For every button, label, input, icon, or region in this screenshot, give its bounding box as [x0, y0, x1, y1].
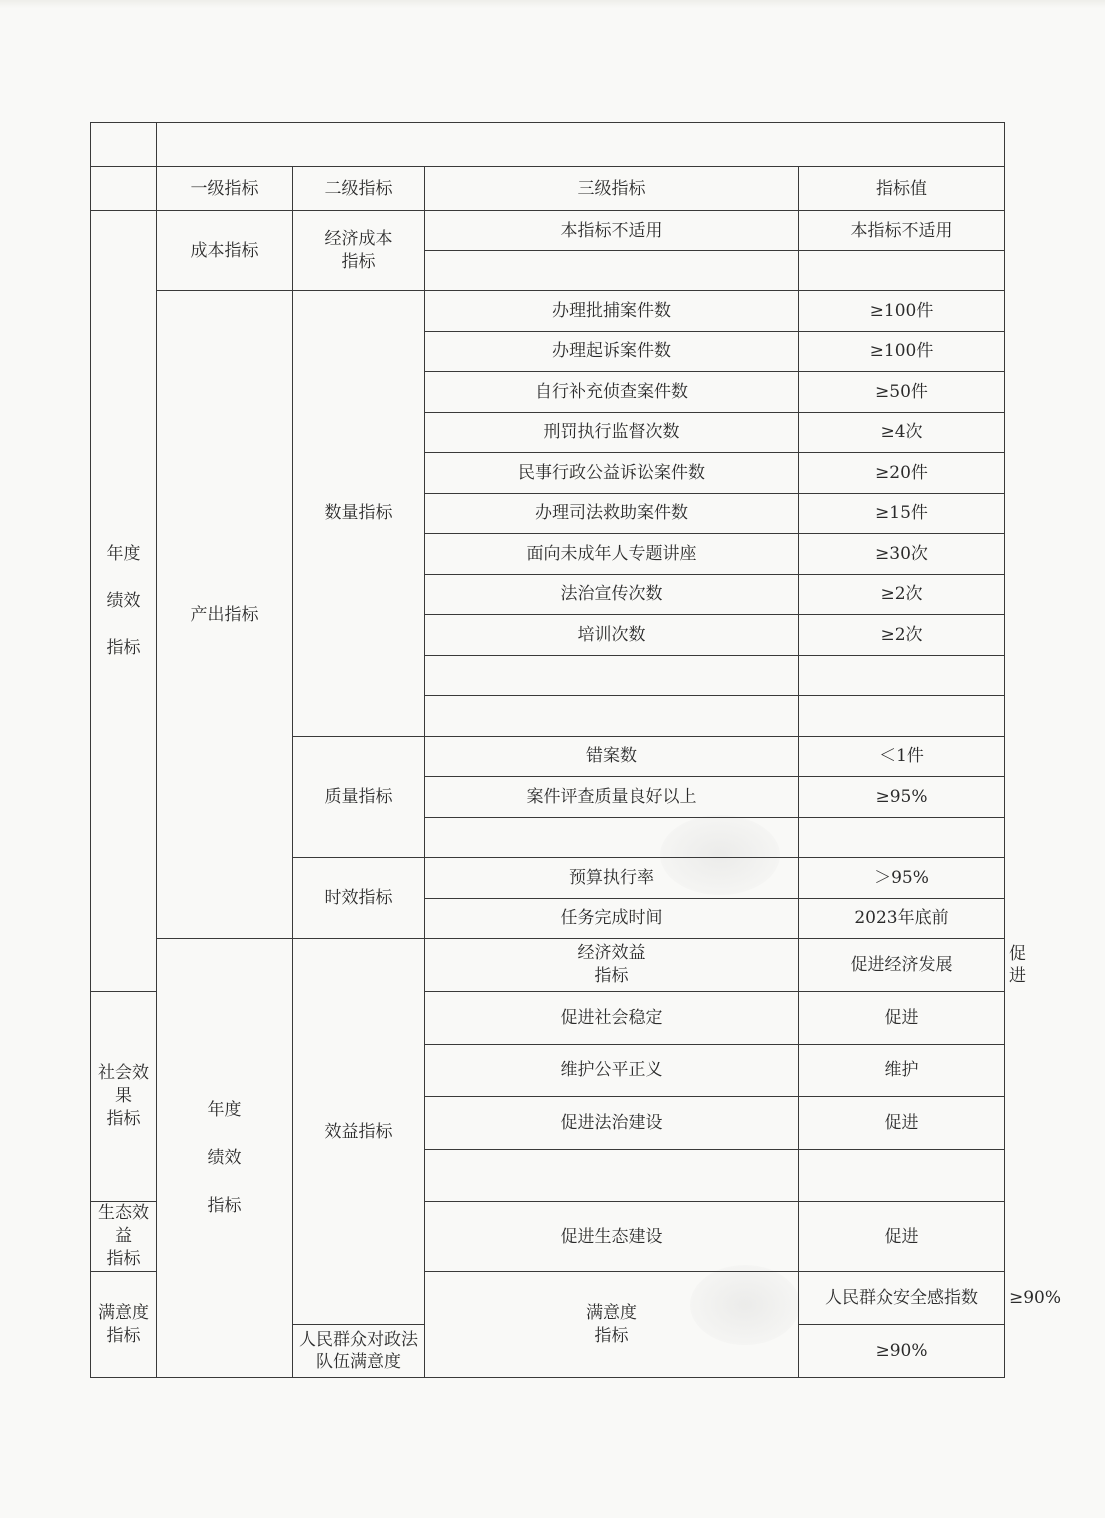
indicator-value: ≥100件 [799, 291, 1005, 332]
indicator-value: ≥15件 [799, 493, 1005, 534]
indicator-value: 2023年底前 [799, 898, 1005, 939]
indicator-value: 本指标不适用 [799, 211, 1005, 251]
header-value: 指标值 [799, 167, 1005, 211]
indicator-value: 维护 [799, 1044, 1005, 1097]
indicator-name [425, 1149, 799, 1202]
indicator-name: 人民群众对政法队伍满意度 [293, 1325, 425, 1378]
indicator-value: 促进 [799, 992, 1005, 1045]
blank-cell [91, 167, 157, 211]
indicator-name [425, 817, 799, 858]
indicator-name: 办理批捕案件数 [425, 291, 799, 332]
table-top-blank-row [91, 123, 1005, 167]
indicator-name: 促进生态建设 [425, 1202, 799, 1272]
indicator-value: ≥90% [799, 1325, 1005, 1378]
indicator-value: ≥30次 [799, 534, 1005, 575]
table-row: 年度 绩效 指标 效益指标 经济效益 指标 促进经济发展 促进 [91, 939, 1005, 992]
indicator-name: 法治宣传次数 [425, 574, 799, 615]
indicator-name: 任务完成时间 [425, 898, 799, 939]
indicator-value: 促进 [799, 1202, 1005, 1272]
indicator-name: 促进经济发展 [799, 939, 1005, 992]
indicator-name: 刑罚执行监督次数 [425, 412, 799, 453]
indicator-name [425, 251, 799, 291]
table-header-row [91, 167, 1005, 211]
indicator-name: 促进法治建设 [425, 1097, 799, 1150]
indicator-value: ≥4次 [799, 412, 1005, 453]
indicator-name: 案件评查质量良好以上 [425, 777, 799, 818]
group-annual-performance-2: 年度 绩效 指标 [157, 939, 293, 1378]
indicator-name: 维护公平正义 [425, 1044, 799, 1097]
level1-satisfaction: 满意度 指标 [91, 1272, 157, 1378]
indicator-value: ≥50件 [799, 372, 1005, 413]
level2-satisfaction: 满意度 指标 [425, 1272, 799, 1378]
indicator-value [799, 655, 1005, 696]
indicator-value: ≥20件 [799, 453, 1005, 494]
indicator-name: 面向未成年人专题讲座 [425, 534, 799, 575]
indicator-value: ≥2次 [799, 574, 1005, 615]
group-annual-performance: 年度 绩效 指标 [91, 211, 157, 992]
indicator-value: 促进 [799, 1097, 1005, 1150]
indicator-value: ≥95% [799, 777, 1005, 818]
indicator-value [799, 817, 1005, 858]
blank-cell [157, 123, 1005, 167]
indicator-name: 促进社会稳定 [425, 992, 799, 1045]
indicator-name: 人民群众安全感指数 [799, 1272, 1005, 1325]
scan-edge [0, 0, 1105, 8]
indicator-name: 民事行政公益诉讼案件数 [425, 453, 799, 494]
level2-social-benefit: 社会效果 指标 [91, 992, 157, 1202]
indicator-name [425, 696, 799, 737]
level2-quality: 质量指标 [293, 736, 425, 858]
level1-output: 产出指标 [157, 291, 293, 939]
indicator-name: 办理司法救助案件数 [425, 493, 799, 534]
indicator-name: 本指标不适用 [425, 211, 799, 251]
indicator-name: 办理起诉案件数 [425, 331, 799, 372]
header-level2: 二级指标 [293, 167, 425, 211]
performance-indicator-table [90, 122, 1062, 1378]
indicator-value: ≥100件 [799, 331, 1005, 372]
indicator-name: 培训次数 [425, 615, 799, 656]
blank-cell [91, 123, 157, 167]
level2-timeliness: 时效指标 [293, 858, 425, 939]
level1-benefit: 效益指标 [293, 939, 425, 1325]
level2-eco-benefit: 生态效益 指标 [91, 1202, 157, 1272]
indicator-name: 错案数 [425, 736, 799, 777]
indicator-name [425, 655, 799, 696]
indicator-name: 预算执行率 [425, 858, 799, 899]
table-row: 满意度 指标 满意度 指标 人民群众安全感指数 ≥90% [91, 1272, 1005, 1325]
level1-cost: 成本指标 [157, 211, 293, 291]
table-row [91, 291, 1005, 332]
indicator-value: ＜1件 [799, 736, 1005, 777]
indicator-value: ≥2次 [799, 615, 1005, 656]
table-row [91, 211, 1005, 251]
header-level3: 三级指标 [425, 167, 799, 211]
indicator-value [799, 696, 1005, 737]
level2-quantity: 数量指标 [293, 291, 425, 737]
indicator-value [799, 1149, 1005, 1202]
indicator-value [799, 251, 1005, 291]
indicator-value: ＞95% [799, 858, 1005, 899]
indicator-name: 自行补充侦查案件数 [425, 372, 799, 413]
level2-economic-benefit: 经济效益 指标 [425, 939, 799, 992]
level2-economic-cost: 经济成本 指标 [293, 211, 425, 291]
header-level1: 一级指标 [157, 167, 293, 211]
